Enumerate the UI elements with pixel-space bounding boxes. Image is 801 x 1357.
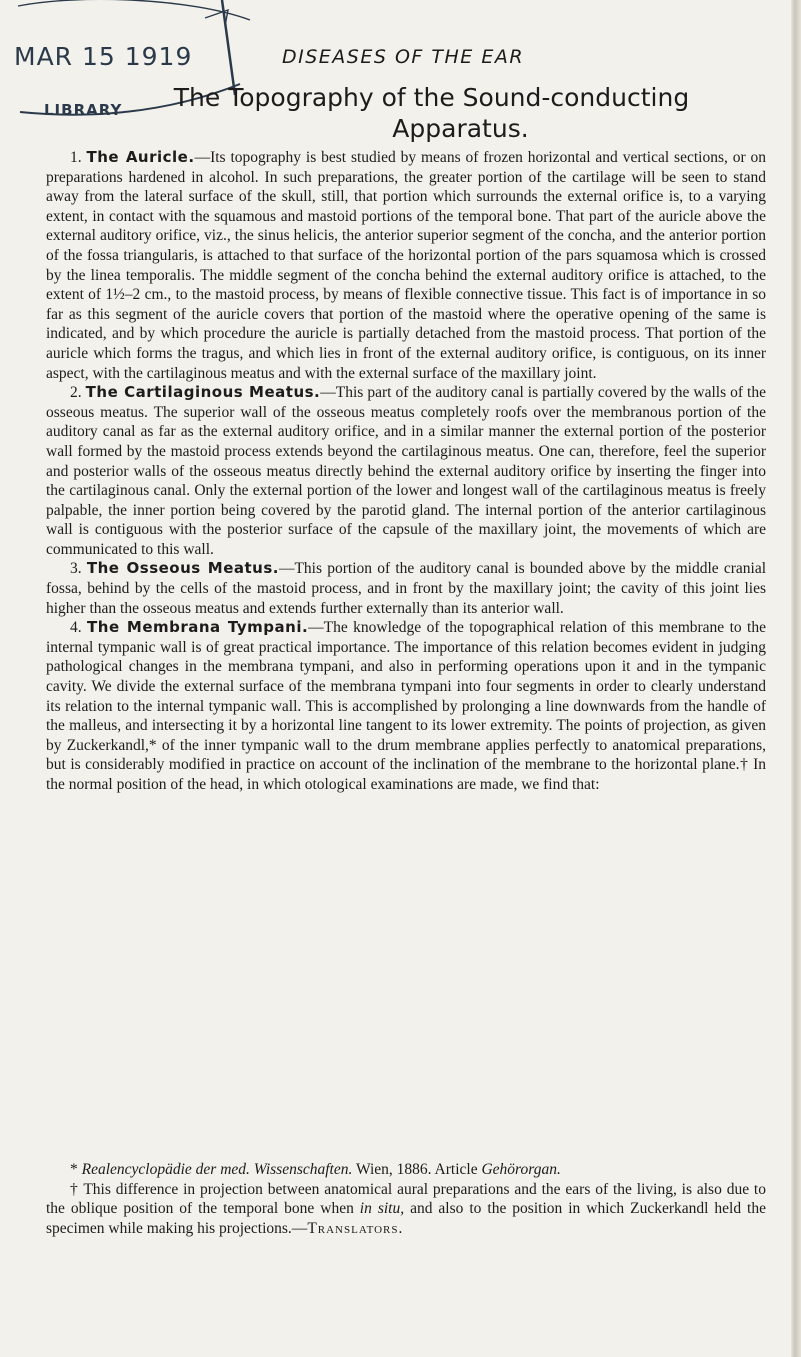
section-number: 3. (70, 560, 82, 578)
stamp-date: MAR 15 1919 (14, 42, 193, 71)
footnote-text: Wien, 1886. Article (352, 1161, 482, 1178)
footnote-mark: † (70, 1180, 79, 1198)
section-osseous-meatus (46, 559, 766, 618)
section-text: —The knowledge of the topographical relation of this membrane to the internal tympanic wall is of great practical importance. The importance of this relation becomes evident in judging pathological changes in the membrana tympani, and also in performing operations upon it and in the tympanic cavity. We divide the external surface of the membrana tympani into four segments in order to clearly understand its relation to the internal tympanic wall. This is accomplished by prolonging a line downwards from the handle of the malleus, and intersecting it by a horizontal line tangent to its lower extremity. The points of projection, as given by Zuckerkandl,* of the inner tympanic wall to the drum membrane applies perfectly to anatomical preparations, but is considerably modified in practice on account of the inclination of the membrane to the horizontal plane.† In the normal position of the head, in which otological examinations are made, we find that: (46, 619, 766, 793)
footnote-italic: in situ, (359, 1200, 405, 1218)
section-text: —This portion of the auditory canal is bounded above by the middle cranial fossa, behind by the cells of the mastoid process, and in front by the maxillary joint; the cavity of this joint lies higher than the osseous meatus and extends further externally than its anterior wall. (46, 560, 767, 617)
title-line-1: The Topography of the Sound-conducting (173, 83, 690, 112)
section-cartilaginous-meatus (46, 383, 766, 559)
section-number: 1. (70, 149, 82, 166)
footnote-citation: Realencyclopädie der med. Wissenschaften. (81, 1161, 353, 1178)
footnote-article: Gehörorgan. (481, 1161, 561, 1178)
section-membrana-tympani (46, 618, 766, 794)
running-head: DISEASES OF THE EAR (282, 46, 525, 68)
section-heading: The Osseous Meatus. (86, 559, 279, 578)
title-line-2: Apparatus. (392, 114, 529, 143)
section-auricle (46, 148, 766, 383)
section-number: 2. (70, 384, 82, 402)
footnote-1 (46, 1160, 766, 1180)
section-text: —Its topography is best studied by means of frozen horizontal and vertical sections, or on preparations hardened in alcohol. In such preparations, the greater portion of the cartilage will be seen to stand away from the lateral surface of the skull, still, that portion which surrounds the external orifice is, to a varying extent, in contact with the squamous and mastoid portions of the temporal bone. That part of the auricle above the external auditory orifice, viz., the sinus helicis, the anterior superior segment of the concha, and the anterior portion of the fossa triangularis, is attached to that surface of the horizontal portion of the pars squamosa which is crossed by the linea temporalis. The middle segment of the concha behind the external auditory orifice is attached, to the extent of 1½–2 cm., to the mastoid process, by means of flexible connective tissue. This fact is of importance in so far as this segment of the auricle covers that portion of the mastoid where the operative opening of the same is indicated, and by which procedure the auricle is partially detached from the mastoid process. That portion of the auricle which forms the tragus, and which lies in front of the external auditory orifice, is contiguous, on its inner aspect, with the cartilaginous meatus and with the external surface of the maxillary joint. (46, 149, 767, 382)
page-title (0, 82, 801, 144)
stamp-library: LIBRARY (44, 101, 123, 119)
footnote-mark: * (70, 1161, 78, 1178)
section-heading: The Membrana Tympani. (87, 618, 309, 637)
footnote-2 (46, 1180, 766, 1239)
section-text: —This part of the auditory canal is partially covered by the walls of the osseous meatus. The superior wall of the osseous meatus completely roofs over the membranous portion of the auditory canal as far as the external auditory orifice, and in a similar manner the external portion of the posterior wall formed by the mastoid process extends beyond the cartilaginous meatus. One can, therefore, feel the superior and posterior walls of the osseous meatus directly behind the external auditory orifice by inserting the finger into the cartilaginous canal. Only the external portion of the lower and longest wall of the cartilaginous meatus is freely palpable, the inner portion being covered by the parotid gland. The internal portion of the anterior cartilaginous wall is contiguous with the posterior surface of the capsule of the maxillary joint, the movements of which are communicated to this wall. (46, 384, 766, 558)
page-edge (791, 0, 801, 1357)
section-number: 4. (70, 619, 82, 637)
footnotes (46, 1160, 766, 1238)
body-text (46, 148, 766, 795)
footnote-text: This difference in projection between anatomical aural preparations and the ears of the living, is also due to the oblique position of the temporal bone when (46, 1180, 766, 1218)
section-heading: The Cartilaginous Meatus. (85, 383, 321, 402)
section-heading: The Auricle. (86, 148, 195, 166)
footnote-text-after: and also to the position in which Zuckerkandl held the specimen while making his projections.— (46, 1200, 766, 1237)
footnote-credit: Translators. (307, 1219, 404, 1237)
